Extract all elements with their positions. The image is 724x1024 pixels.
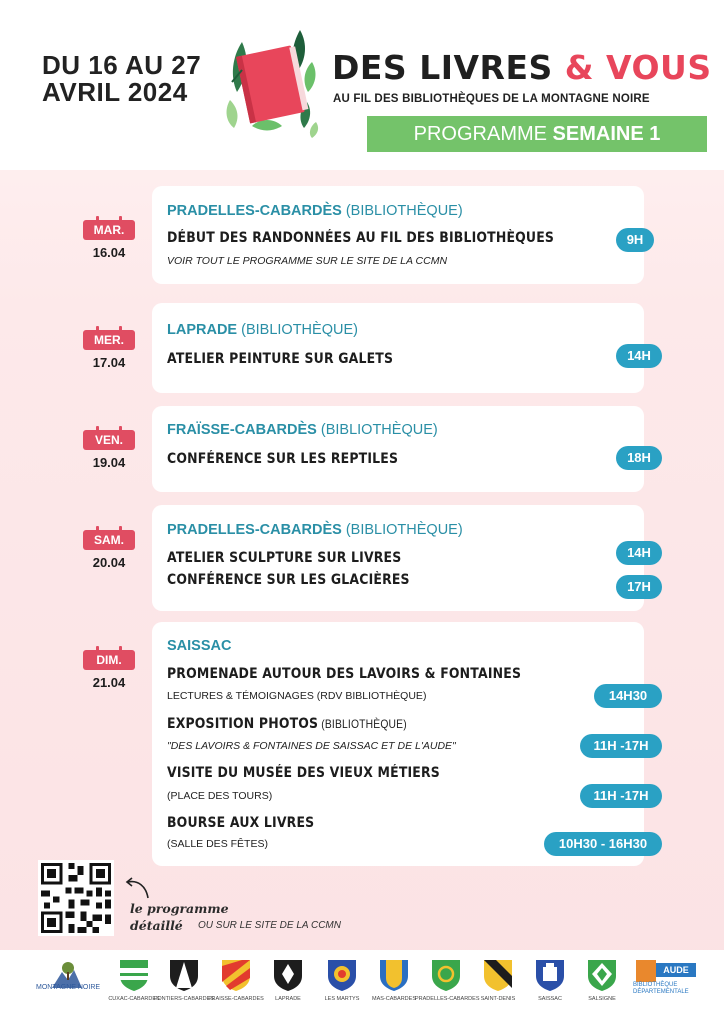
curved-arrow-icon	[124, 876, 152, 902]
fontiers-cabardes-crest-icon	[168, 958, 200, 992]
saissac-crest-icon	[534, 958, 566, 992]
page-title	[332, 48, 712, 87]
pradelles-cabardes-crest-icon	[430, 958, 462, 992]
location-name: PRADELLES-CABARDÈS	[167, 203, 342, 219]
logo-label: FRAISSE-CABARDES	[208, 996, 264, 1002]
event-title: BOURSE AUX LIVRES	[167, 815, 315, 831]
event-dates	[42, 52, 201, 106]
event-location	[167, 522, 463, 538]
day-date: 16.04	[92, 245, 126, 260]
salsigne-crest-icon	[586, 958, 618, 992]
day-label: SAM.	[94, 533, 124, 547]
event-card-wednesday	[152, 303, 651, 393]
location-name: PRADELLES-CABARDÈS	[167, 522, 342, 538]
les-martys-crest-icon	[326, 958, 358, 992]
day-label: MER.	[94, 333, 124, 347]
day-date: 17.04	[92, 355, 126, 370]
location-sub: (BIBLIOTHÈQUE)	[316, 422, 438, 438]
day-date: 21.04	[92, 675, 126, 690]
title-part-1: DES LIVRES	[332, 48, 553, 87]
event-title: PROMENADE AUTOUR DES LAVOIRS & FONTAINES	[167, 666, 522, 682]
title-part-2: & VOUS	[552, 48, 712, 87]
aude-logo-subtitle: BIBLIOTHÈQUE DÉPARTEMENTALE	[633, 982, 689, 995]
logo-label: LES MARTYS	[324, 996, 360, 1002]
time-pill: 14H	[616, 541, 662, 565]
day-badge-tuesday	[83, 220, 135, 240]
event-note: LECTURES & TÉMOIGNAGES (RDV BIBLIOTHÈQUE)	[167, 690, 427, 702]
page-subtitle: AU FIL DES BIBLIOTHÈQUES DE LA MONTAGNE NOIRE	[333, 93, 650, 105]
event-note: (SALLE DES FÊTES)	[167, 838, 268, 850]
logo-label: LAPRADE	[275, 996, 301, 1002]
day-badge-sunday	[83, 650, 135, 670]
time-pill: 10H30 - 16H30	[544, 832, 662, 856]
logo-label: SAINT-DENIS	[480, 996, 516, 1002]
programme-banner	[367, 116, 707, 152]
day-badge-friday	[83, 430, 135, 450]
event-title-main: EXPOSITION PHOTOS	[167, 716, 319, 732]
event-card-tuesday	[152, 186, 644, 284]
day-label: VEN.	[94, 433, 123, 447]
event-location	[167, 203, 463, 219]
event-title-sub: (BIBLIOTHÈQUE)	[318, 717, 407, 731]
event-title: VISITE DU MUSÉE DES VIEUX MÉTIERS	[167, 765, 440, 781]
banner-programme: PROGRAMME	[413, 123, 553, 145]
handwritten-line-2: détaillé	[130, 918, 183, 933]
event-note: (PLACE DES TOURS)	[167, 790, 273, 802]
mas-cabardes-crest-icon	[378, 958, 410, 992]
book-leaves-illustration	[212, 22, 332, 142]
fraisse-cabardes-crest-icon	[220, 958, 252, 992]
logo-label: SAISSAC	[538, 996, 562, 1002]
logo-label: FONTIERS-CABARDES	[154, 996, 214, 1002]
location-sub: (BIBLIOTHÈQUE)	[341, 522, 463, 538]
day-date: 19.04	[92, 455, 126, 470]
time-pill: 14H	[616, 344, 662, 368]
logo-label: MAS-CABARDES	[371, 996, 416, 1002]
ccmn-site-note: OU SUR LE SITE DE LA CCMN	[198, 920, 341, 931]
time-pill: 11H -17H	[580, 784, 662, 808]
aude-logo-mark	[636, 960, 656, 982]
event-title: ATELIER SCULPTURE SUR LIVRES	[167, 550, 402, 566]
logo-label-montagne-noire: MONTAGNE NOIRE	[36, 984, 101, 991]
logo-label: SALSIGNE	[588, 996, 616, 1002]
time-pill: 11H -17H	[580, 734, 662, 758]
dates-line-1: DU 16 AU 27	[42, 50, 202, 80]
event-title: CONFÉRENCE SUR LES REPTILES	[167, 451, 399, 467]
logo-label: PRADELLES-CABARDES	[415, 996, 480, 1002]
event-location	[167, 422, 438, 438]
qr-code[interactable]	[38, 860, 114, 936]
day-date: 20.04	[92, 555, 126, 570]
day-label: DIM.	[96, 653, 122, 667]
event-location	[167, 322, 358, 338]
time-pill: 18H	[616, 446, 662, 470]
time-pill: 14H30	[594, 684, 662, 708]
event-note: "DES LAVOIRS & FONTAINES DE SAISSAC ET DE L'AUDE"	[167, 740, 456, 752]
day-badge-wednesday	[83, 330, 135, 350]
location-sub: (BIBLIOTHÈQUE)	[237, 322, 358, 338]
laprade-crest-icon	[272, 958, 304, 992]
cuxac-cabardes-crest-icon	[118, 958, 150, 992]
event-title: DÉBUT DES RANDONNÉES AU FIL DES BIBLIOTHÈQUES	[167, 230, 555, 246]
aude-logo-tag: AUDE	[656, 963, 696, 977]
event-card-sunday	[152, 622, 649, 866]
saint-denis-crest-icon	[482, 958, 514, 992]
event-title: CONFÉRENCE SUR LES GLACIÈRES	[167, 572, 410, 588]
day-label: MAR.	[93, 223, 125, 237]
event-location: SAISSAC	[167, 638, 232, 654]
event-title	[167, 716, 407, 732]
handwritten-line-1: le programme	[130, 901, 229, 916]
dates-line-2: AVRIL 2024	[42, 77, 188, 107]
day-badge-saturday	[83, 530, 135, 550]
event-note: VOIR TOUT LE PROGRAMME SUR LE SITE DE LA CCMN	[167, 255, 448, 267]
event-card-saturday	[152, 505, 651, 611]
time-pill: 9H	[616, 228, 654, 252]
location-name: FRAÏSSE-CABARDÈS	[167, 422, 317, 438]
event-title: ATELIER PEINTURE SUR GALETS	[167, 351, 394, 367]
partner-logos	[0, 950, 724, 1024]
time-pill: 17H	[616, 575, 662, 599]
banner-week: SEMAINE 1	[552, 123, 661, 145]
location-name: LAPRADE	[167, 322, 238, 338]
logo-label: CUXAC-CABARDES	[108, 996, 160, 1002]
location-sub: (BIBLIOTHÈQUE)	[341, 203, 463, 219]
event-card-friday	[152, 406, 651, 492]
